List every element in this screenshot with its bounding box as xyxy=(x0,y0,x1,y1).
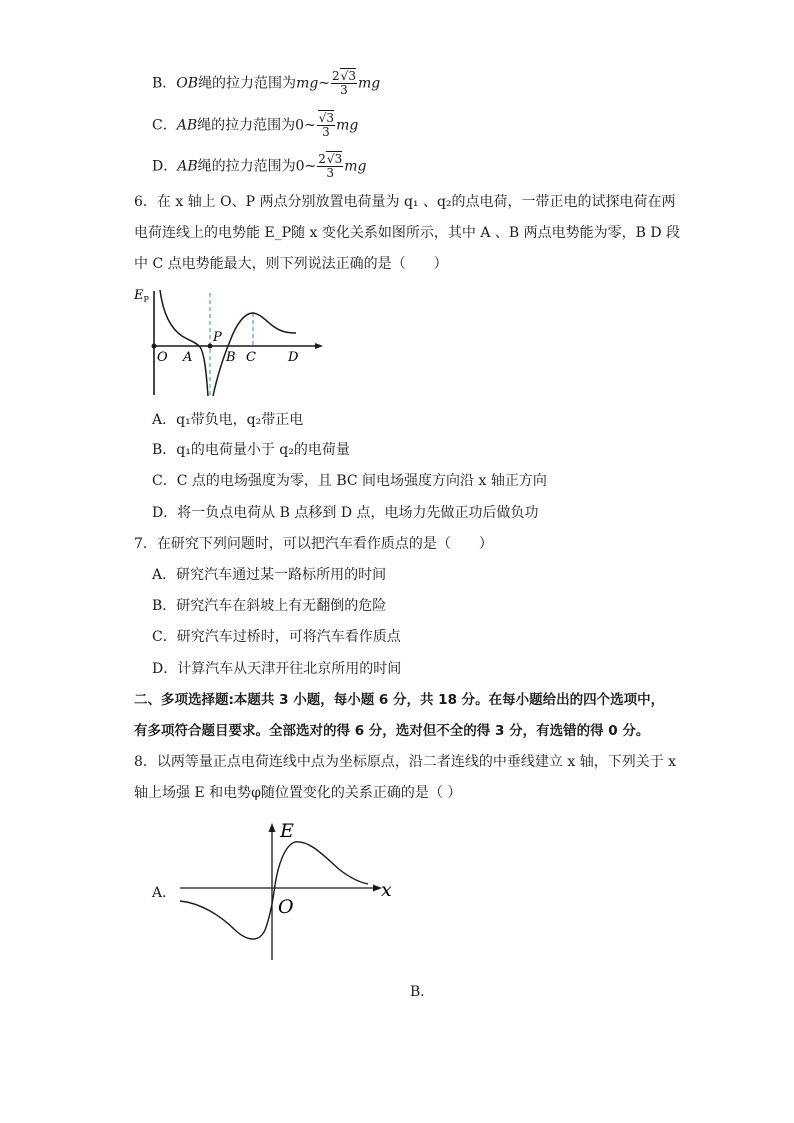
q5-option-d xyxy=(152,153,366,180)
label-c: C xyxy=(246,350,256,365)
denominator: 3 xyxy=(326,166,335,180)
q6-option-d: D．将一负点电荷从 B 点移到 D 点，电场力先做正功后做负功 xyxy=(152,505,539,521)
section-2-heading-line-2: 有多项符合题目要求。全部选对的得 6 分，选对但不全的得 3 分，有选错的得 0 分。 xyxy=(134,723,650,739)
denominator: 3 xyxy=(322,125,330,139)
label-o: O xyxy=(157,350,168,365)
q8-option-a-graph xyxy=(175,815,405,965)
unit: mg xyxy=(344,158,367,175)
q7-option-a: A．研究汽车通过某一路标所用的时间 xyxy=(152,567,387,583)
range-start: 0~ xyxy=(295,117,316,134)
q6-option-b: B．q₁的电荷量小于 q₂的电荷量 xyxy=(152,442,350,458)
x-axis-arrow xyxy=(315,343,323,349)
fraction xyxy=(331,70,357,97)
q8-stem-line-2: 轴上场强 E 和电势φ随位置变化的关系正确的是（ ） xyxy=(134,785,462,801)
sqrt: √3 xyxy=(340,69,356,83)
option-label: B． xyxy=(152,75,177,92)
field-curve xyxy=(180,842,368,939)
option-text: 绳的拉力范围为 xyxy=(197,117,296,134)
range-start: mg~ xyxy=(296,75,331,92)
y-axis-arrow xyxy=(269,823,276,832)
sqrt: √3 xyxy=(318,111,335,125)
y-axis-label: $E_P$ xyxy=(134,288,149,304)
x-axis-label: x xyxy=(381,879,392,901)
q7-stem: 7．在研究下列问题时，可以把汽车看作质点的是（ ） xyxy=(134,536,493,552)
fraction xyxy=(317,153,343,180)
section-2-heading-line-1: 二、多项选择题:本题共 3 小题，每小题 6 分，共 18 分。在每小题给出的四个选项中， xyxy=(134,692,665,708)
option-label: D． xyxy=(152,158,178,175)
label-b: B xyxy=(226,350,236,365)
option-text: 绳的拉力范围为 xyxy=(197,158,296,175)
range-start: 0~ xyxy=(295,158,317,175)
label-a: A xyxy=(183,350,193,365)
q6-stem-line-3: 中 C 点电势能最大，则下列说法正确的是（ ） xyxy=(134,256,448,272)
coefficient: 2 xyxy=(332,69,340,83)
radicand: 3 xyxy=(334,152,343,166)
q7-option-b: B．研究汽车在斜坡上有无翻倒的危险 xyxy=(152,598,387,614)
sqrt: √3 xyxy=(326,152,343,166)
option-label: C． xyxy=(152,117,177,134)
q8-stem-line-1: 8．以两等量正点电荷连线中点为坐标原点，沿二者连线的中垂线建立 x 轴，下列关于 x xyxy=(134,754,677,770)
unit: mg xyxy=(357,75,381,92)
label-p: P xyxy=(213,330,222,345)
rope-name: AB xyxy=(177,158,198,175)
q5-option-b xyxy=(152,70,380,97)
q6-stem-line-1: 6．在 x 轴上 O、P 两点分别放置电荷量为 q₁ 、q₂的点电荷，一带正电的试探电荷在两 xyxy=(134,194,676,210)
origin-label: O xyxy=(278,896,294,918)
q6-energy-graph xyxy=(130,283,330,398)
q8-option-b-label: B． xyxy=(410,984,435,1000)
q7-option-d: D．计算汽车从天津开往北京所用的时间 xyxy=(152,661,402,677)
coefficient: 2 xyxy=(318,152,326,166)
option-text: 绳的拉力范围为 xyxy=(198,75,297,92)
rope-name: OB xyxy=(176,75,199,92)
radicand: 3 xyxy=(326,111,335,125)
denominator: 3 xyxy=(340,83,348,97)
q7-option-c: C．研究汽车过桥时，可将汽车看作质点 xyxy=(152,629,401,645)
q8-option-a-label: A． xyxy=(152,885,177,901)
label-d: D xyxy=(288,350,299,365)
point-p-dot xyxy=(208,344,213,349)
q6-option-c: C．C 点的电场强度为零，且 BC 间电场强度方向沿 x 轴正方向 xyxy=(152,473,547,489)
fraction xyxy=(317,112,335,139)
rope-name: AB xyxy=(176,117,198,134)
radicand: 3 xyxy=(348,69,356,83)
point-o-dot xyxy=(152,344,157,349)
q5-option-c xyxy=(152,112,358,139)
q6-option-a: A．q₁带负电，q₂带正电 xyxy=(152,412,304,428)
curve-left xyxy=(160,290,208,396)
unit: mg xyxy=(336,117,359,134)
y-axis-label: E xyxy=(280,820,294,842)
q6-stem-line-2: 电荷连线上的电势能 E_P随 x 变化关系如图所示，其中 A 、B 两点电势能为零，B D 段 xyxy=(134,225,681,241)
